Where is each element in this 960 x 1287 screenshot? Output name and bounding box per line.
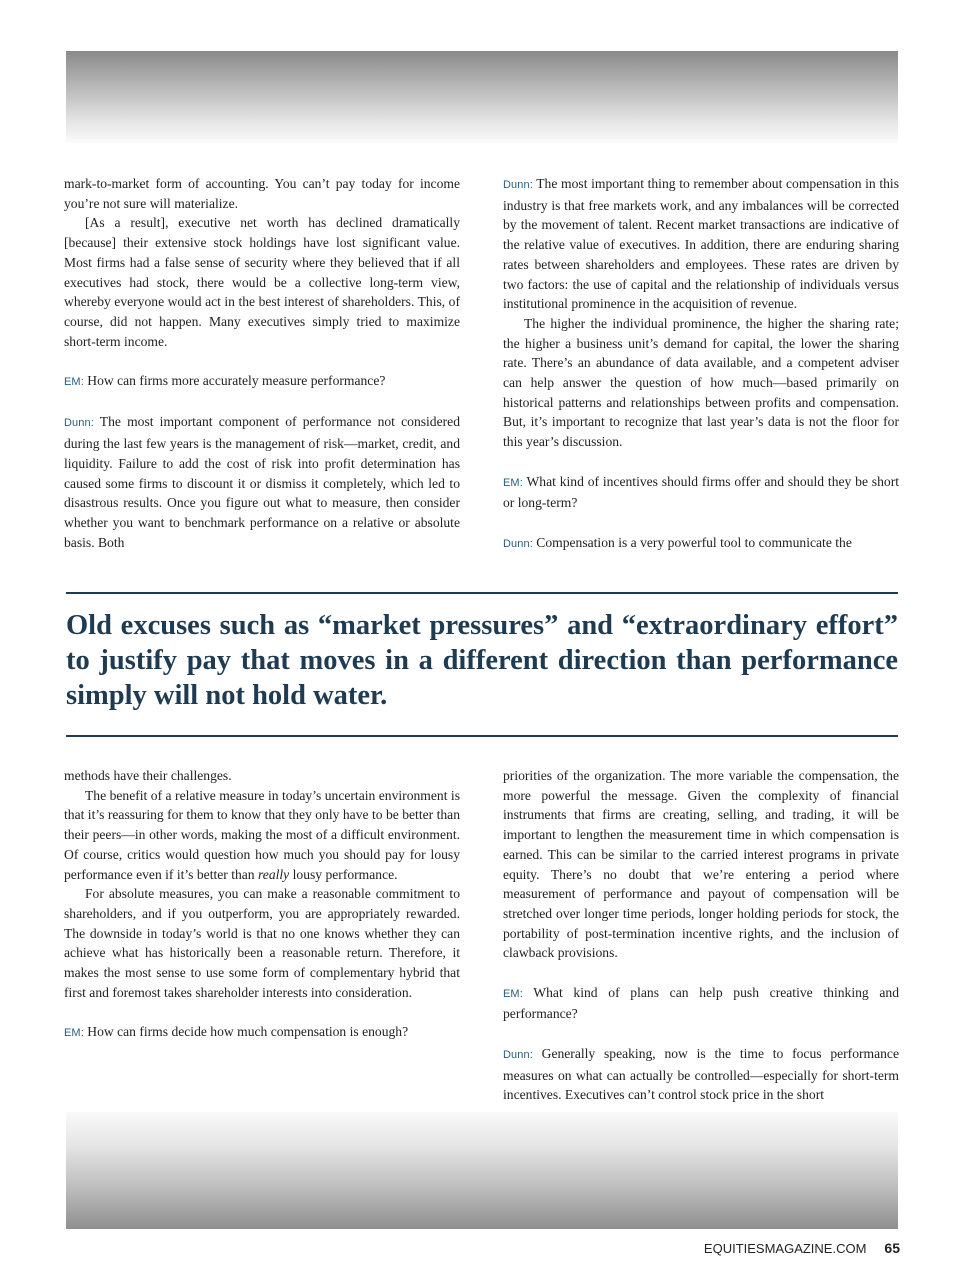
emphasis-text: really xyxy=(258,866,290,882)
paragraph: methods have their challenges. xyxy=(64,768,232,783)
paragraph: mark-to-market form of accounting. You can’t pay today for income you’re not sure will materialize. xyxy=(64,176,460,211)
page-number: 65 xyxy=(884,1240,900,1256)
article-column-1 xyxy=(64,174,460,552)
article-column-2 xyxy=(503,174,899,554)
header-gradient-band xyxy=(66,51,898,143)
answer-text: Compensation is a very powerful tool to communicate the xyxy=(532,534,852,550)
speaker-label: Dunn: xyxy=(503,1048,533,1061)
speaker-label: Dunn: xyxy=(503,179,533,191)
speaker-label: EM: xyxy=(64,376,84,389)
site-url: EQUITIESMAGAZINE.COM xyxy=(703,1241,867,1256)
paragraph-text: The benefit of a relative measure in today’s uncertain environment is that it’s reassuring for them to know that they only have to be better than their peers—in other words, making the most of a difficult environment. Of course, critics would question how much you should pay for lousy performance even if it’s better than xyxy=(64,787,460,882)
answer-text: The most important component of performance not considered during the last few years is the management of risk—market, credit, and liquidity. Failure to add the cost of risk into profit determination has caused some firms to discount it or dismiss it completely, which led to disastrous results. Once you figure out what to measure, then consider whether you want to benchmark performance on a relative or absolute basis. Both xyxy=(64,414,460,550)
interview-answer xyxy=(503,174,899,314)
answer-text: The most important thing to remember about compensation in this industry is that free markets work, and any imbalances will be corrected by the movement of talent. Recent market transactions are indicative of the relative value of executives. In addition, there are enduring sharing rates between shareholders and employees. These rates are driven by two factors: the use of capital and the relationship of individuals versus institutional prominence in the acquisition of revenue. xyxy=(503,176,899,312)
interview-answer xyxy=(503,533,899,555)
interview-answer xyxy=(503,1044,899,1105)
question-text: What kind of incentives should firms offer and should they be short or long-term? xyxy=(503,473,899,511)
speaker-label: Dunn: xyxy=(503,537,533,550)
speaker-label: EM: xyxy=(64,1027,84,1040)
question-text: How can firms decide how much compensation is enough? xyxy=(83,1024,409,1040)
pullquote-bottom-rule xyxy=(66,735,898,737)
pullquote-top-rule xyxy=(66,592,898,594)
paragraph: The higher the individual prominence, the higher the sharing rate; the higher a business unit’s demand for capital, the lower the sharing rate. There’s an abundance of data available, and a competent adviser can help answer the question of how much—based primarily on historical patterns and relationships between profits and compensation. But, it’s important to recognize that last year’s data is not the floor for this year’s discussion. xyxy=(503,315,899,450)
paragraph xyxy=(64,786,460,885)
paragraph-text: lousy performance. xyxy=(289,866,398,882)
answer-text: Generally speaking, now is the time to focus performance measures on what can actually be controlled—especially for short-term incentives. Executives can’t control stock price in the short xyxy=(503,1045,899,1103)
footer-gradient-band xyxy=(66,1112,898,1229)
interview-question xyxy=(503,983,899,1024)
question-text: What kind of plans can help push creative thinking and performance? xyxy=(503,984,899,1022)
speaker-label: EM: xyxy=(503,987,523,1000)
interview-question xyxy=(503,472,899,513)
paragraph: For absolute measures, you can make a reasonable commitment to shareholders, and if you outperform, you are appropriately rewarded. The downside in today’s world is that no one knows whether they can achieve what has historically been a reasonable return. Therefore, it makes the most sense to use some form of complementary hybrid that first and foremost takes shareholder interests into consideration. xyxy=(64,886,460,1000)
interview-answer xyxy=(64,412,460,552)
page-footer xyxy=(704,1240,900,1256)
speaker-label: Dunn: xyxy=(64,417,94,430)
question-text: How can firms more accurately measure performance? xyxy=(83,373,386,389)
paragraph: [As a result], executive net worth has declined dramatically [because] their extensive stock holdings have lost significant value. Most firms had a false sense of security where they believed that if all executives had stock, there would be a collective long-term view, whereby everyone would act in the best interest of shareholders. This, of course, did not happen. Many executives simply tried to maximize short-term income. xyxy=(64,215,460,349)
pullquote: Old excuses such as “market pressures” and “extraordinary effort” to justify pay that moves in a different direction than performance simply will not hold water. xyxy=(66,610,898,711)
interview-question xyxy=(64,1022,460,1044)
article-column-4 xyxy=(503,766,899,1105)
speaker-label: EM: xyxy=(503,476,523,489)
article-column-3 xyxy=(64,766,460,1044)
paragraph: priorities of the organization. The more variable the compensation, the more powerful the message. Given the complexity of financial instruments that firms are creating, selling, and trading, it will be important to lengthen the measurement time in which compensation is earned. This can be similar to the carried interest programs in private equity. There’s no doubt that we’re entering a period where measurement of performance and payout of compensation will be stretched over longer time periods, longer holding periods for stock, the portability of post-termination incentive rights, and the inclusion of clawback provisions. xyxy=(503,768,899,961)
interview-question xyxy=(64,371,460,393)
